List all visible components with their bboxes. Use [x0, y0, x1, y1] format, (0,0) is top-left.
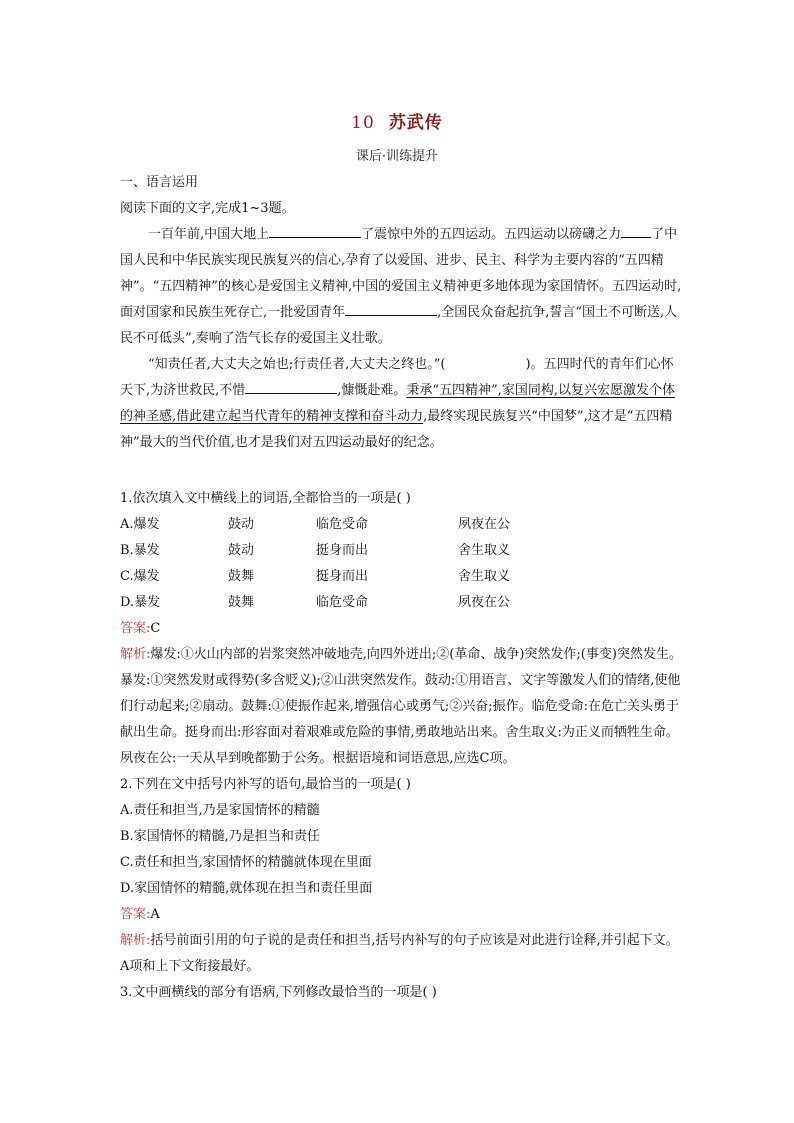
question-1-stem: 1.依次填入文中横线上的词语,全都恰当的一项是( ) — [120, 491, 411, 506]
q1-option-b: B.暴发 鼓动 挺身而出 舍生取义 — [120, 543, 511, 558]
blank-4 — [245, 379, 337, 394]
question-3-stem: 3.文中画横线的部分有语病,下列修改最恰当的一项是( ) — [120, 985, 437, 1000]
lesson-subtitle: 课后·训练提升 — [355, 149, 439, 164]
lesson-name: 苏武传 — [388, 113, 443, 133]
lesson-title — [0, 108, 794, 133]
q1-answer: 答案:C — [120, 621, 161, 636]
section-heading: 一、语言运用 — [120, 175, 199, 190]
passage-paragraph-2: “知责任者,大丈夫之始也;行责任者,大丈夫之终也。”( )。五四时代的青年们心怀天下,为济世救民,不惜 ,慷慨赴难。秉承“五四精神”,家国同构,以复兴宏愿激发个体的神圣感,借此建立起当代青年的精神支撑和奋斗动力,最终实现民族复兴“中国梦”,这才是“五四精神”最大的当代价值,也才是我们对五四运动最好的纪念。 — [120, 357, 675, 450]
blank-3 — [345, 301, 437, 316]
blank-2 — [621, 223, 651, 238]
lesson-number: 10 — [351, 113, 375, 133]
instructions: 阅读下面的文字,完成1~3题。 — [120, 201, 295, 216]
document-body — [120, 170, 686, 1006]
blank-1 — [269, 223, 361, 238]
q2-answer: 答案:A — [120, 907, 160, 922]
underlined-sentence: 秉承“五四精神”,家国同构,以复兴宏愿激发个体的神圣感,借此建立起当代青年的精神支撑和奋斗动力 — [120, 383, 675, 424]
question-2-stem: 2.下列在文中括号内补写的语句,最恰当的一项是( ) — [120, 777, 411, 792]
q1-option-a: A.爆发 鼓动 临危受命 夙夜在公 — [120, 517, 511, 532]
q2-option-a: A.责任和担当,乃是家国情怀的精髓 — [120, 803, 320, 818]
q2-option-c: C.责任和担当,家国情怀的精髓就体现在里面 — [120, 855, 372, 870]
q2-option-d: D.家国情怀的精髓,就体现在担当和责任里面 — [120, 881, 373, 896]
q2-analysis: 解析:括号前面引用的句子说的是责任和担当,括号内补写的句子应该是对此进行诠释,并引起下文。A项和上下文衔接最好。 — [120, 933, 679, 974]
q2-option-b: B.家国情怀的精髓,乃是担当和责任 — [120, 829, 320, 844]
q1-option-d: D.暴发 鼓舞 临危受命 夙夜在公 — [120, 595, 511, 610]
q1-option-c: C.爆发 鼓舞 挺身而出 舍生取义 — [120, 569, 511, 584]
passage-paragraph-1: 一百年前,中国大地上 了震惊中外的五四运动。五四运动以磅礴之力 了中国人民和中华民族实现民族复兴的信心,孕育了以爱国、进步、民主、科学为主要内容的“五四精神”。“五四精神”的核心是爱国主义精神,中国的爱国主义精神更多地体现为家国情怀。五四运动时,面对国家和民族生死存亡,一批爱国青年 ,全国民众奋起抗争,誓言“国土不可断送,人民不可低头”,奏响了浩气长存的爱国主义壮歌。 — [120, 222, 686, 352]
q1-analysis: 解析:爆发:①火山内部的岩浆突然冲破地壳,向四外迸出;②(革命、战争)突然发作;(事变)突然发生。暴发:①突然发财或得势(多含贬义);②山洪突然发作。鼓动:①用语言、文字等激发人们的情绪,使他们行动起来;②扇动。鼓舞:①使振作起来,增强信心或勇气;②兴奋;振作。临危受命:在危亡关头勇于献出生命。挺身而出:形容面对着艰难或危险的事情,勇敢地站出来。舍生取义:为正义而牺牲生命。夙夜在公:一天从早到晚都勤于公务。根据语境和词语意思,应选C项。 — [120, 647, 682, 766]
